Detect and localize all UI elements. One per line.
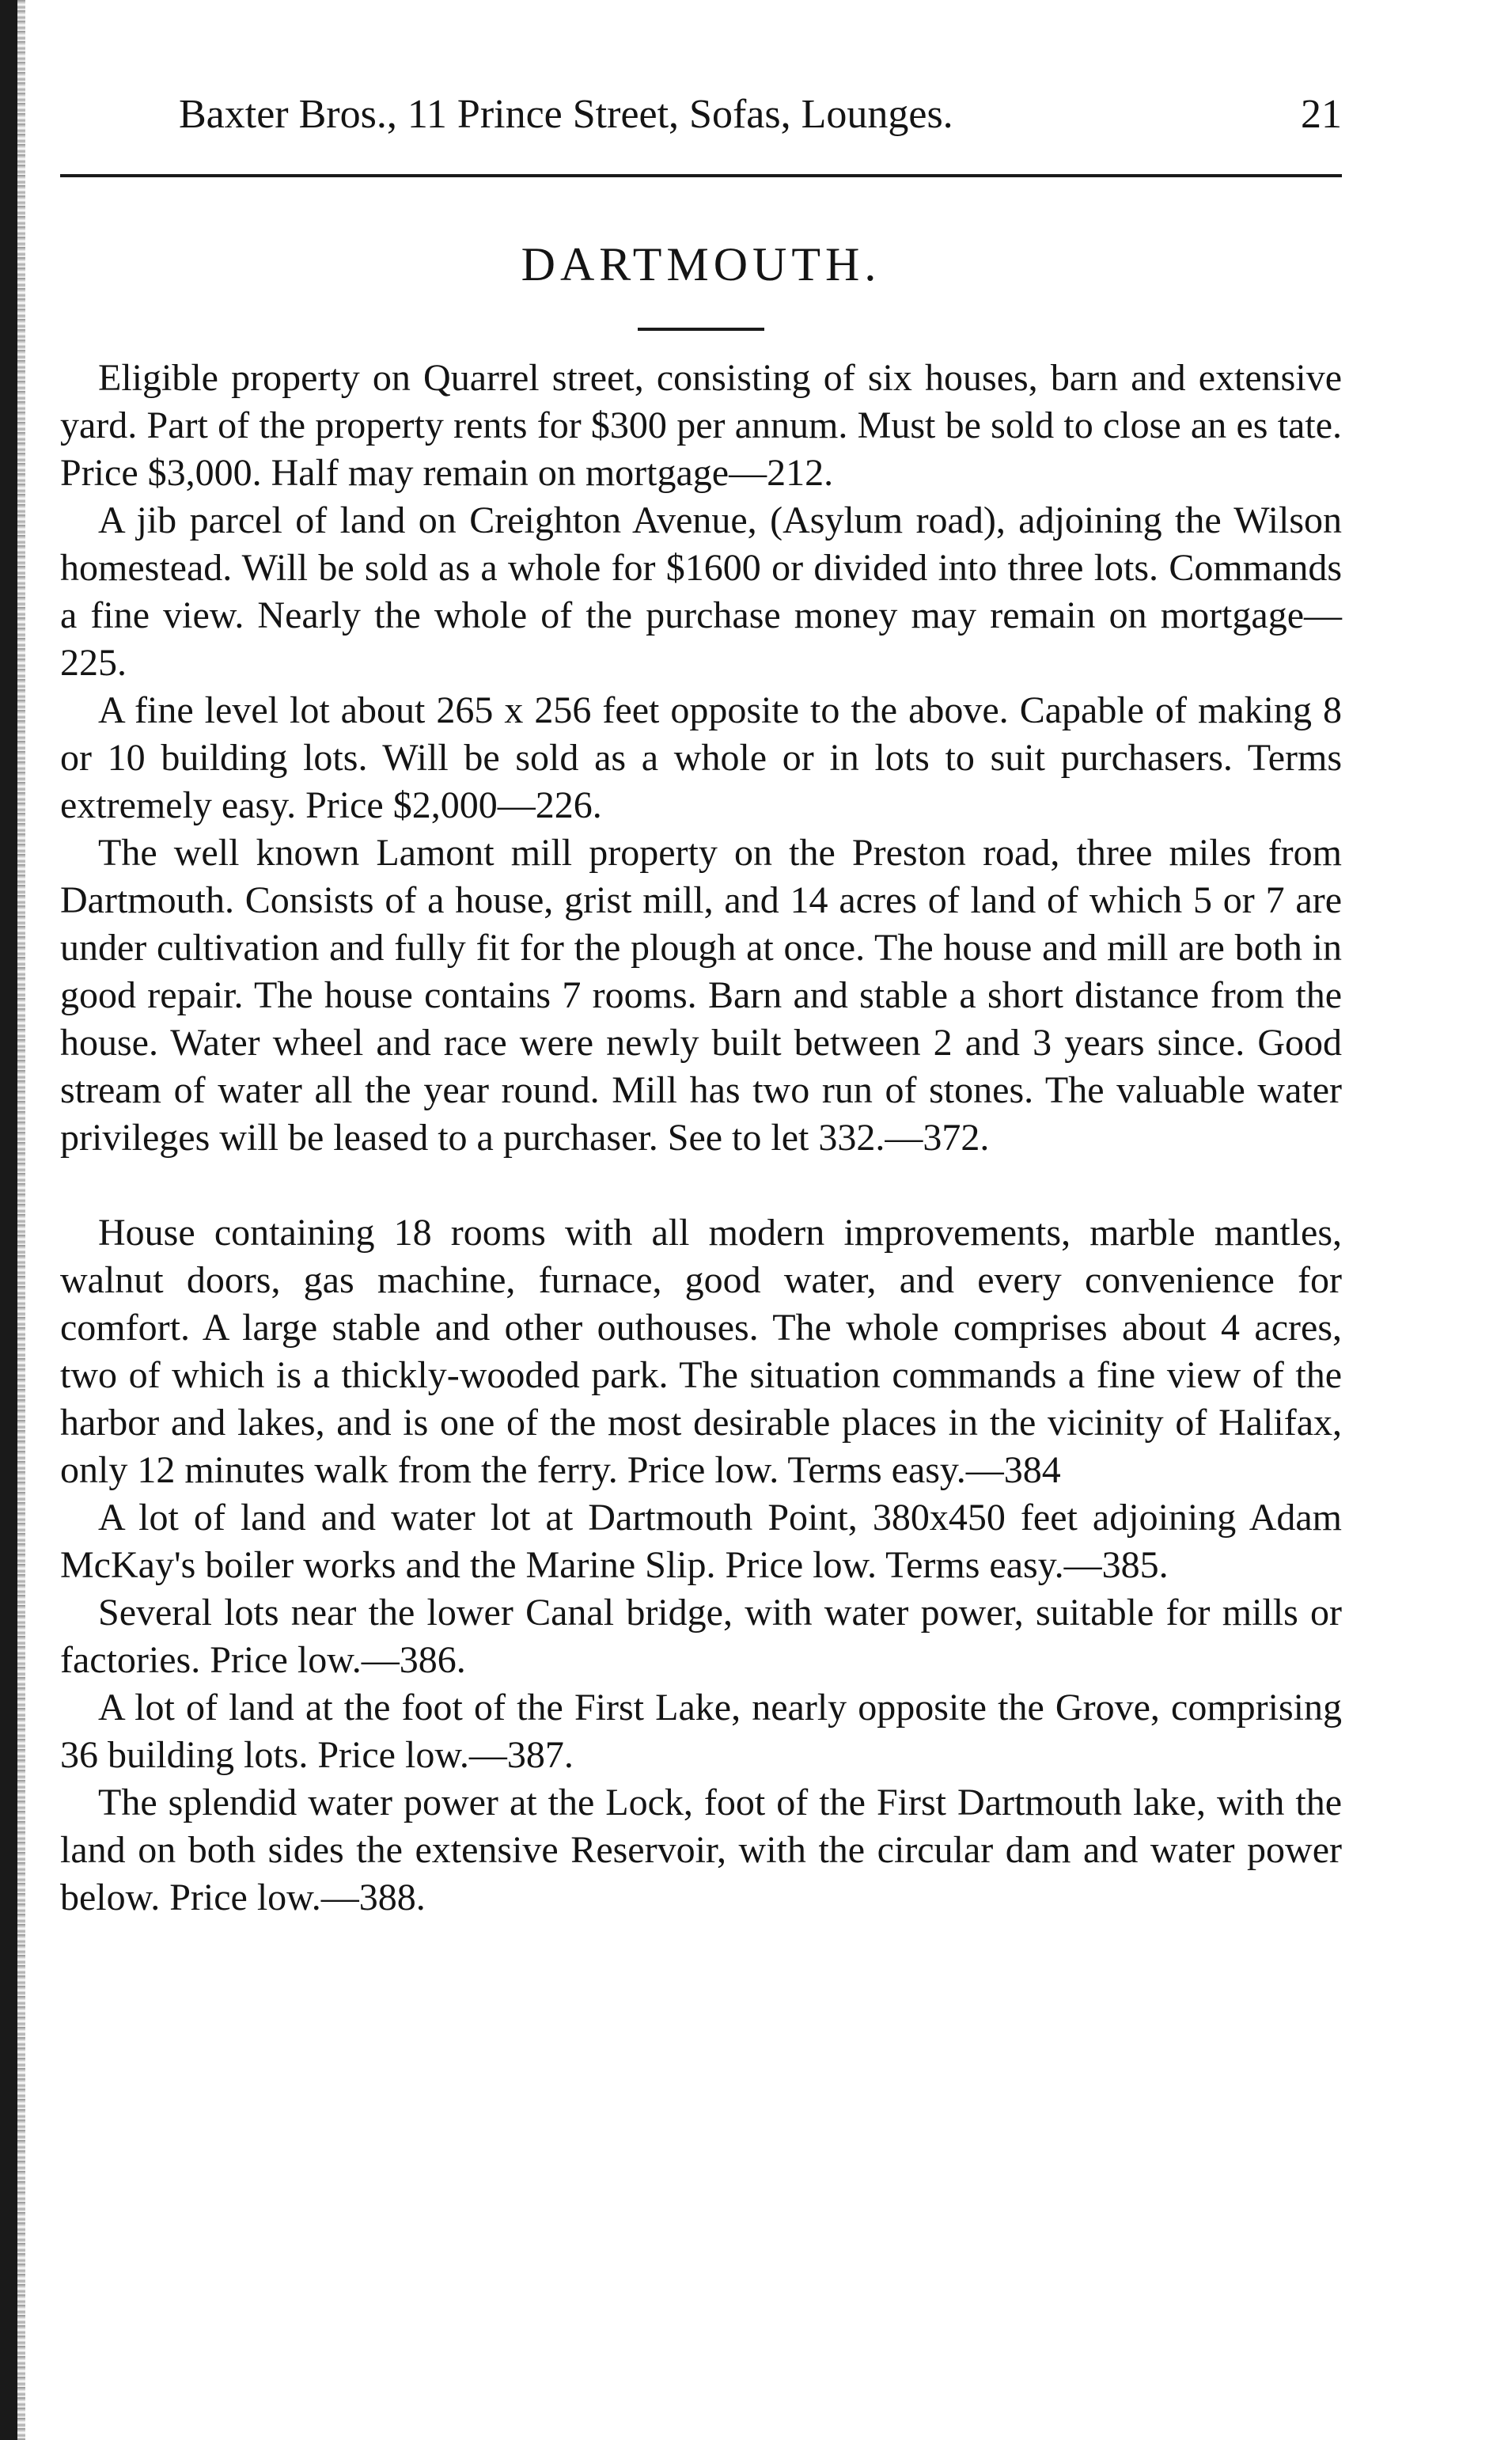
listing-386: Several lots near the lower Canal bridge, with water power, suitable for mills or factories. Price low.—386. [60,1592,1342,1681]
listing-225: A jib parcel of land on Creighton Avenue, (Asylum road), adjoining the Wilson homestead. Will be sold as a whole for $1600 or divided into three lots. Commands a fine view. Nearly the whole of the purchase money may remain on mortgage—225. [60,499,1342,684]
book-spine-edge [17,0,25,2440]
listing-372: The well known Lamont mill property on the Preston road, three miles from Dartmouth. Consists of a house, grist mill, and 14 acres of land of which 5 or 7 are under cultivation and fully fit for the plough at once. The house and mill are both in good repair. The house contains 7 rooms. Barn and stable a short distance from the house. Water wheel and race were newly built between 2 and 3 years since. Good stream of water all the year round. Mill has two run of stones. The valuable water privileges will be leased to a purchaser. See to let 332.—372. [60,832,1342,1159]
listing-388: The splendid water power at the Lock, foot of the First Dartmouth lake, with the land on both sides the extensive Reservoir, with the circular dam and water power below. Price low.—388. [60,1782,1342,1918]
listing-226: A fine level lot about 265 x 256 feet opposite to the above. Capable of making 8 or 10 building lots. Will be sold as a whole or in lots to suit purchasers. Terms extremely easy. Price $2,000—226. [60,689,1342,826]
section-title: DARTMOUTH. [521,238,881,290]
running-head [60,79,1342,150]
listings [60,355,1342,1922]
listing-387: A lot of land at the foot of the First Lake, nearly opposite the Grove, comprising 36 building lots. Price low.—387. [60,1687,1342,1776]
book-spine-shadow [0,0,17,2440]
page-number: 21 [1301,92,1342,137]
running-head-text: Baxter Bros., 11 Prince Street, Sofas, Lounges. [179,92,953,137]
listing-212: Eligible property on Quarrel street, consisting of six houses, barn and extensive yard. Part of the property rents for $300 per annum. Must be sold to close an es tate. Price $3,000. Half may remain on mortgage—212. [60,357,1342,494]
page [60,79,1342,1922]
header-rule [60,174,1342,177]
listing-384: House containing 18 rooms with all modern improvements, marble mantles, walnut doors, gas machine, furnace, good water, and every convenience for comfort. A large stable and other outhouses. The whole comprises about 4 acres, two of which is a thickly-wooded park. The situation commands a fine view of the harbor and lakes, and is one of the most desirable places in the vicinity of Halifax, only 12 minutes walk from the ferry. Price low. Terms easy.—384 [60,1212,1342,1491]
title-rule [638,328,764,331]
listing-group-gap [60,1162,1342,1209]
listing-385: A lot of land and water lot at Dartmouth Point, 380x450 feet adjoining Adam McKay's boiler works and the Marine Slip. Price low. Terms easy.—385. [60,1497,1342,1586]
